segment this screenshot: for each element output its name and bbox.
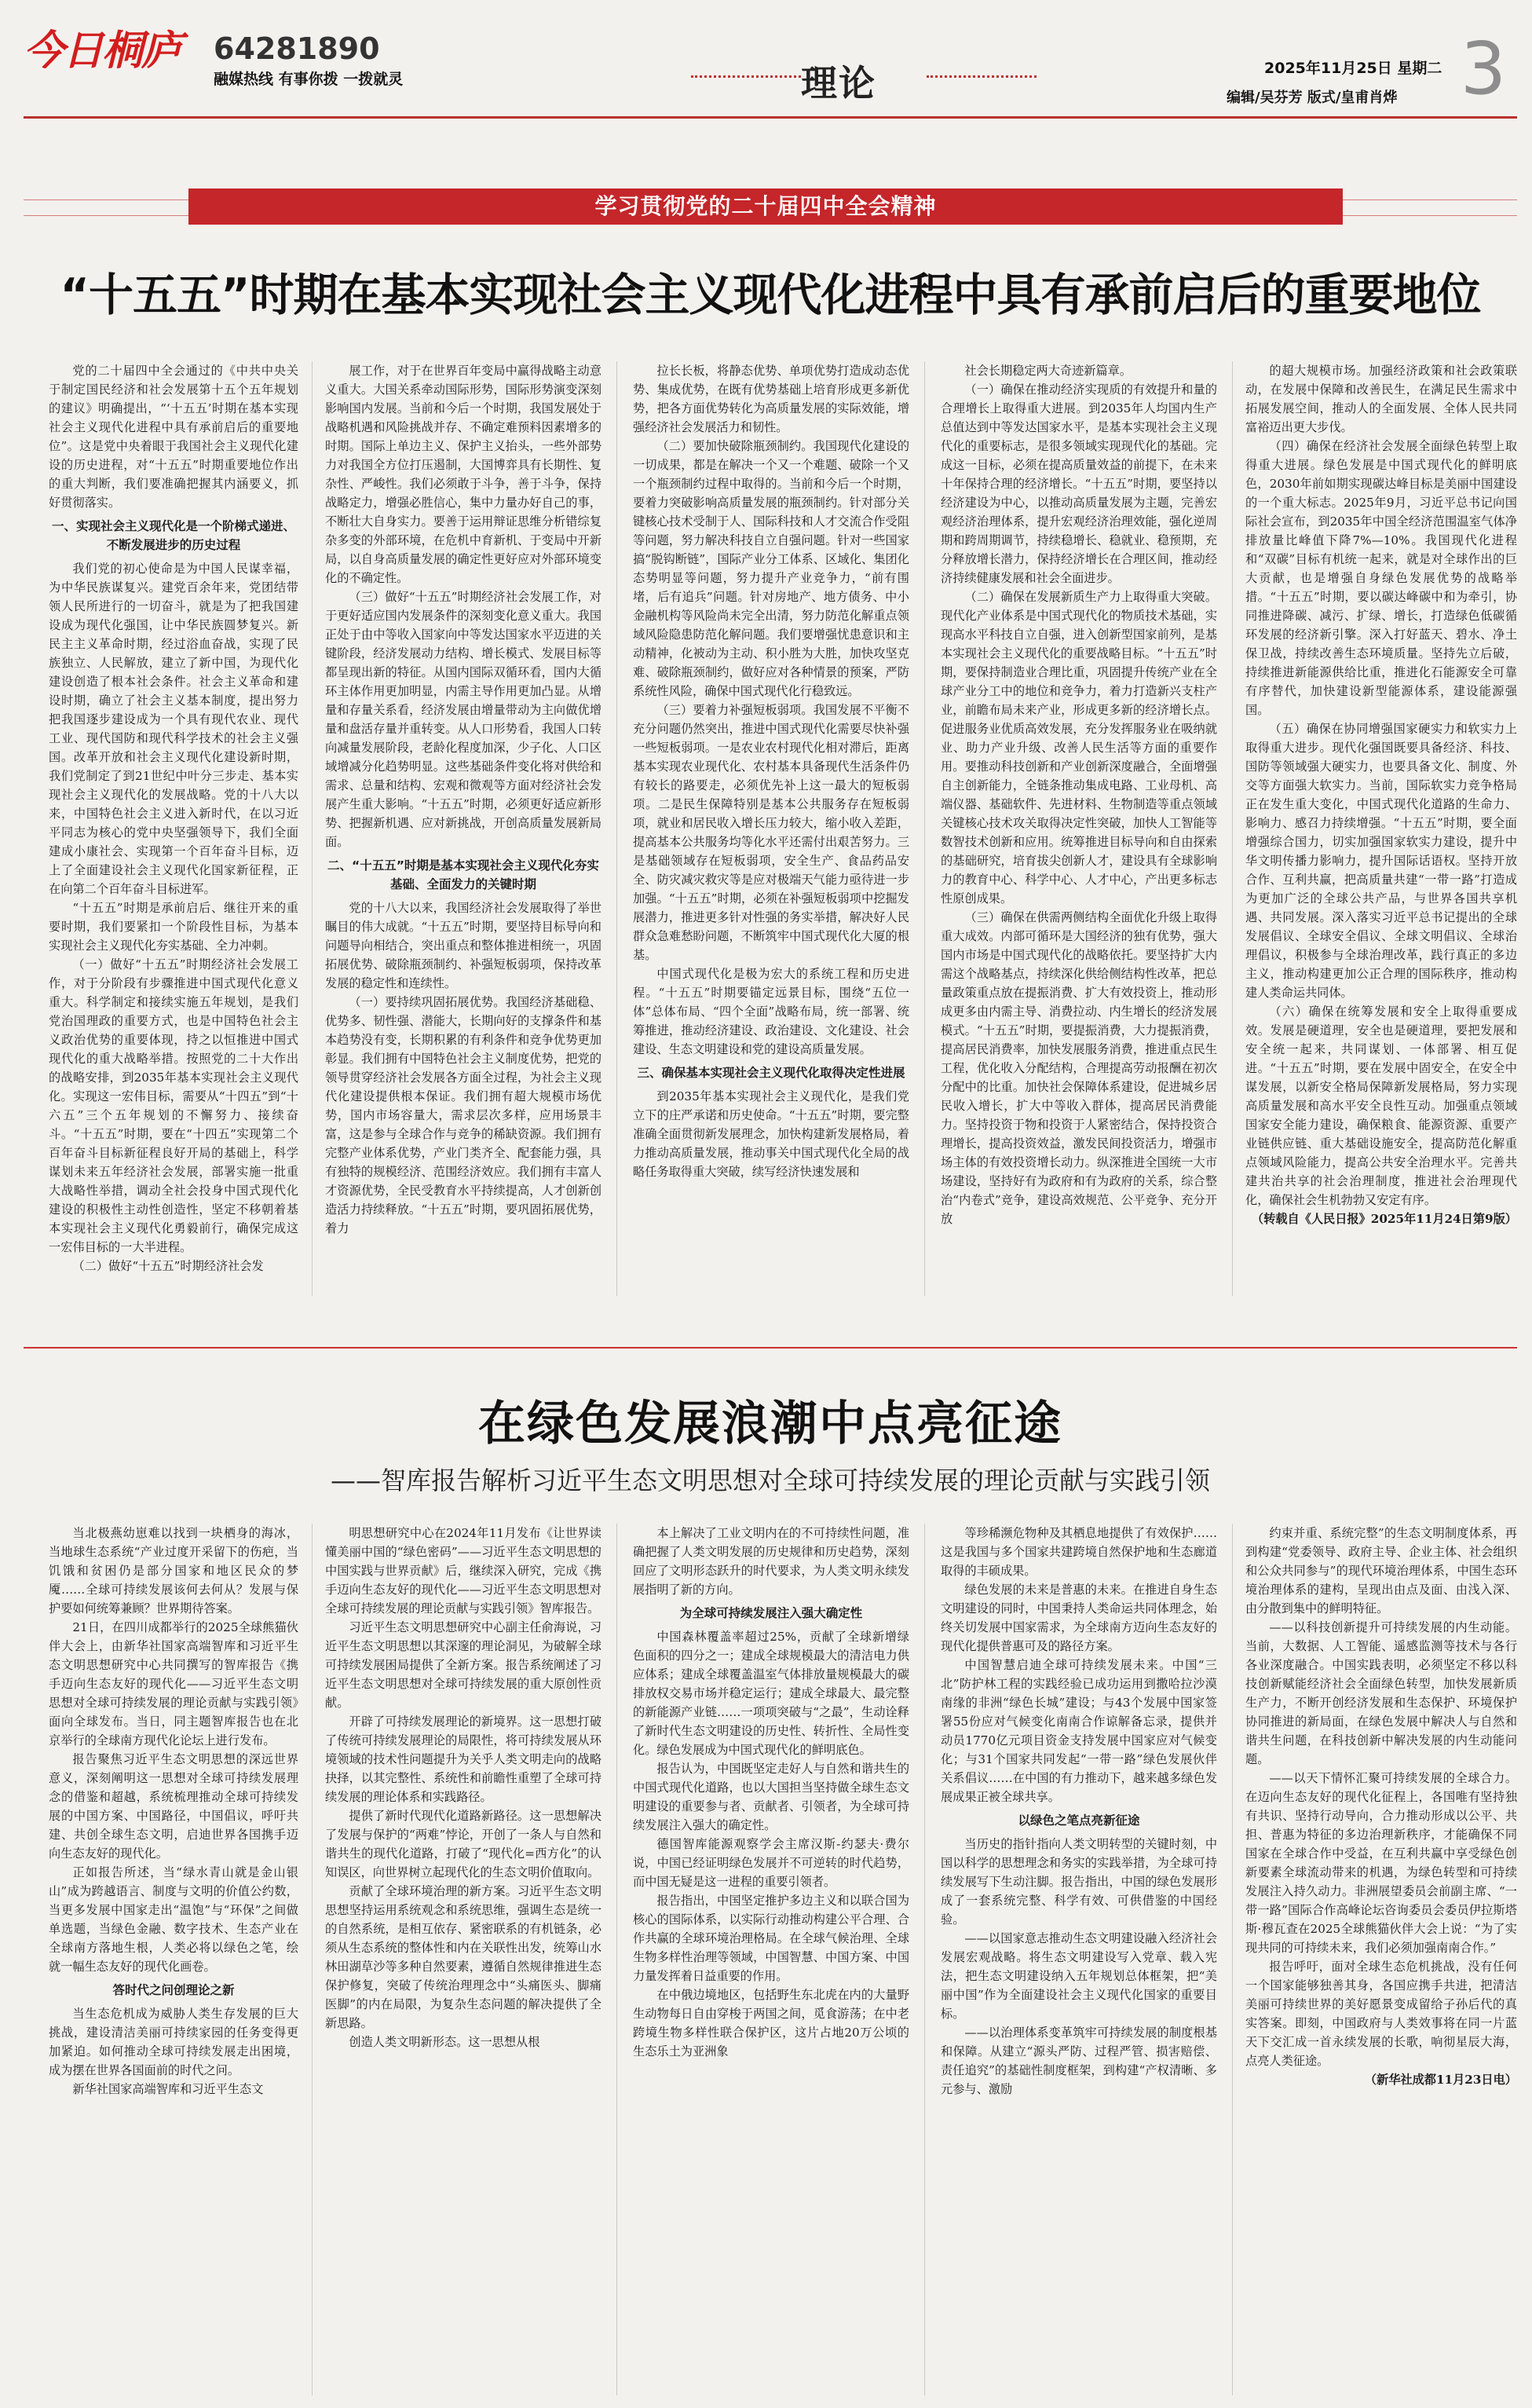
article2-column-2: [325, 1524, 601, 2395]
paragraph: （一）确保在推动经济实现质的有效提升和量的合理增长上取得重大进展。到2035年人均国内生产总值达到中等发达国家水平，是基本实现社会主义现代化的重要标志，是很多领域实现现代化的基础。完成这一目标，必须在提高质量效益的前提下，在未来十年保持合理的经济增长。“十五五”时期，要坚持以经济建设为中心，以推动高质量发展为主题，完善宏观经济治理体系，提升宏观经济治理效能，强化逆周期和跨周期调节，持续稳增长、稳就业、稳预期，充分释放增长潜力，保持经济增长在合理区间，推动经济持续健康发展和社会全面进步。: [941, 382, 1217, 585]
paragraph: 报告呼吁，面对全球生态危机挑战，没有任何一个国家能够独善其身，各国应携手共进，把清洁美丽可持续世界的美好愿景变成留给子孙后代的真实答案。即刻，中国政府与人类效事将在同一片蓝天下交汇成一首永续发展的长歌，响彻星辰大海，点亮人类征途。: [1245, 1960, 1517, 2068]
article1-column-4: [941, 361, 1217, 1296]
paragraph: 党的十八大以来，我国经济社会发展取得了举世瞩目的伟大成就。“十五五”时期，要坚持目标导向和问题导向相结合，突出重点和整体推进相统一，巩固拓展优势、破除瓶颈制约、补强短板弱项，保持改革发展的稳定性和连续性。: [325, 901, 601, 990]
article2-column-5: [1245, 1524, 1517, 2395]
section-heading: 二、“十五五”时期是基本实现社会主义现代化夯实基础、全面发力的关键时期: [327, 858, 599, 891]
article1-column-2: [325, 361, 601, 1296]
paragraph: 提供了新时代现代化道路新路径。这一思想解决了发展与保护的“两难”悖论，开创了一条人与自然和谐共生的现代化道路，打破了“现代化=西方化”的认知误区，向世界树立起现代化的生态文明价值取向。: [325, 1809, 601, 1879]
article2-column-1: [49, 1524, 298, 2395]
paragraph: 绿色发展的未来是普惠的未来。在推进自身生态文明建设的同时，中国秉持人类命运共同体理念，始终关切发展中国家需求，为全球南方迈向生态友好的现代化提供普惠可及的路径方案。: [941, 1583, 1217, 1653]
paragraph: ——以治理体系变革筑牢可持续发展的制度根基和保障。从建立“源头严防、过程严管、损害赔偿、责任追究”的基础性制度框架，到构建“产权清晰、多元参与、激励: [941, 2026, 1217, 2096]
article-separator: [24, 1347, 1517, 1349]
paragraph: 正如报告所述，当“绿水青山就是金山银山”成为跨越语言、制度与文明的价值公约数，当更多发展中国家走出“温饱”与“环保”之间做单选题，当绿色金融、数字技术、生态产业在全球南方落地生根，人类必将以绿色之笔，绘就一幅生态友好的现代化画卷。: [49, 1865, 298, 1974]
paragraph: （四）确保在经济社会发展全面绿色转型上取得重大进展。绿色发展是中国式现代化的鲜明底色，2030年前如期实现碳达峰目标是美丽中国建设的一个重大标志。2025年9月，习近平总书记向国际社会宣布，到2035年中国全经济范围温室气体净排放量比峰值下降7%—10%。我国现代化进程和“双碳”目标有机统一起来，就是对全球作出的巨大贡献，也是增强自身绿色发展优势的战略举措。“十五五”时期，要以碳达峰碳中和为牵引，协同推进降碳、减污、扩绿、增长，打造绿色低碳循环发展的经济新引擎。深入打好蓝天、碧水、净土保卫战，持续改善生态环境质量。坚持先立后破，持续推进新能源供给比重，推进化石能源安全可靠有序替代，加快建设新型能源体系，建设能源强国。: [1245, 439, 1517, 717]
paragraph: 当北极燕幼崽难以找到一块栖身的海冰，当地球生态系统“产业过度开采留下的伤疤，当饥饿和贫困仍是部分国家和地区民众的梦魇……全球可持续发展该何去何从？发展与保护要如何统筹兼顾？世界期待答案。: [49, 1526, 298, 1616]
issue-date: 2025年11月25日 星期二: [1264, 60, 1442, 77]
article2-column-4: [941, 1524, 1217, 2395]
paragraph: （一）做好“十五五”时期经济社会发展工作，对于分阶段有步骤推进中国式现代化意义重大。科学制定和接续实施五年规划，是我们党治国理政的重要方式，也是中国特色社会主义政治优势的重要体现，持之以恒推进中国式现代化的重大战略举措。按照党的二十大作出的战略安排，到2035年基本实现社会主义现代化。实现这一宏伟目标，需要从“十四五”到“十六五”三个五年规划的不懈努力、接续奋斗。“十五五”时期，要在“十四五”实现第二个百年奋斗目标新征程良好开局的基础上，科学谋划未来五年经济社会发展，部署实施一批重大战略性举措，调动全社会投身中国式现代化建设的积极性主动性创造性，坚定不移朝着基本实现社会主义现代化勇毅前行，确保完成这一宏伟目标的一大半进程。: [49, 957, 298, 1254]
paragraph: （二）确保在发展新质生产力上取得重大突破。现代化产业体系是中国式现代化的物质技术基础，实现高水平科技自立自强，进入创新型国家前列，是基本实现社会主义现代化的重要战略目标。“十五五”时期，要保持制造业合理比重，巩固提升传统产业在全球产业分工中的地位和竞争力，着力打造新兴支柱产业，前瞻布局未来产业，形成更多新的经济增长点。促进服务业优质高效发展，充分发挥服务业在吸纳就业、助力产业升级、改善人民生活等方面的重要作用。要推动科技创新和产业创新深度融合，全面增强自主创新能力，全链条推动集成电路、工业母机、高端仪器、基础软件、先进材料、生物制造等重点领域关键核心技术攻关取得决定性突破，加快人工智能等数智技术创新和应用。统筹推进目标导向和自由探索的基础研究，培育拔尖创新人才，建设具有全球影响力的教育中心、科学中心、人才中心，产出更多标志性原创成果。: [941, 590, 1217, 906]
paragraph: （二）做好“十五五”时期经济社会发: [72, 1259, 264, 1273]
paragraph: ——以科技创新提升可持续发展的内生动能。当前，大数据、人工智能、遥感监测等技术与各行各业深度融合。中国实践表明，必须坚定不移以科技创新赋能经济社会全面绿色转型，加快发展新质生产力，不断开创经济发展和生态保护、环境保护协同推进的新局面，在绿色发展中解决人与自然和谐共生问题，在科技创新中解决发展的内生动能问题。: [1245, 1620, 1517, 1766]
paragraph: 党的二十届四中全会通过的《中共中央关于制定国民经济和社会发展第十五个五年规划的建议》明确提出，“‘十五五’时期在基本实现社会主义现代化进程中具有承前启后的重要地位”。这是党中央着眼于我国社会主义现代化建设的历史进程，对“十五五”时期重要地位作出的重大判断，我们要准确把握其内涵要义，抓好贯彻落实。: [49, 364, 298, 510]
source-credit: （转载自《人民日报》2025年11月24日第9版）: [1251, 1212, 1517, 1226]
paragraph: 开辟了可持续发展理论的新境界。这一思想打破了传统可持续发展理论的局限性，将可持续发展从环境领域的技术性问题提升为关乎人类文明走向的战略抉择，以其完整性、系统性和前瞻性重塑了全球可持续发展的理论体系和实践路径。: [325, 1715, 601, 1804]
paragraph: 拉长长板，将静态优势、单项优势打造成动态优势、集成优势，在既有优势基础上培育形成更多新优势，把各方面优势转化为高质量发展的实际效能，增强经济社会发展活力和韧性。: [633, 364, 909, 434]
editor-credits: 编辑/吴芬芳 版式/皇甫肖烨: [1227, 90, 1398, 106]
paragraph: （三）做好“十五五”时期经济社会发展工作，对于更好适应国内发展条件的深刻变化意义重大。我国正处于由中等收入国家向中等发达国家水平迈进的关键阶段，经济发展动力结构、增长模式、发展目标等都呈现出新的特征。从国内国际双循环看，国内大循环主体作用更加明显，内需主导作用更加凸显。从增量和存量关系看，经济发展由增量带动为主向做优增量和盘活存量并重转变。从人口形势看，我国人口转向减量发展阶段，老龄化程度加深，少子化、人口区域增减分化趋势明显。这些基础条件变化将对供给和需求、总量和结构、宏观和微观等方面对经济社会发展产生重大影响。“十五五”时期，必须更好适应新形势、把握新机遇、应对新挑战，开创高质量发展新局面。: [325, 590, 601, 849]
paragraph: 21日，在四川成都举行的2025全球熊猫伙伴大会上，由新华社国家高端智库和习近平生态文明思想研究中心共同撰写的智库报告《携手迈向生态友好的现代化——习近平生态文明思想对全球可持续发展的理论贡献与实践引领》面向全球发布。当日，同主题智库报告也在北京举行的全球南方现代化论坛上进行发布。: [49, 1620, 298, 1747]
hotline-number: 64281890: [214, 31, 380, 66]
column-rule: [616, 361, 617, 1296]
article1-headline: “十五五”时期在基本实现社会主义现代化进程中具有承前启后的重要地位: [60, 269, 1481, 321]
section-heading: 三、确保基本实现社会主义现代化取得决定性进展: [637, 1066, 905, 1080]
paragraph: 约束并重、系统完整”的生态文明制度体系，再到构建“党委领导、政府主导、企业主体、社会组织和公众共同参与”的现代环境治理体系，中国生态环境治理体系的建构，呈现出由点及面、由浅入深、由分散到集中的鲜明特征。: [1245, 1526, 1517, 1616]
masthead-rule: [24, 116, 1517, 119]
paragraph: （二）要加快破除瓶颈制约。我国现代化建设的一切成果，都是在解决一个又一个难题、破除一个又一个瓶颈制约过程中取得的。当前和今后一个时期，要着力突破影响高质量发展的瓶颈制约。针对部分关键核心技术受制于人、国际科技和人才交流合作受阻等问题，努力解决科技自立自强问题。针对一些国家搞“脱钩断链”，国际产业分工体系、区域化、集团化态势明显等问题，努力提升产业竞争力，“前有围堵，后有追兵”问题。针对房地产、地方债务、中小金融机构等风险尚未完全出清，努力防范化解重点领域风险隐患防范化解问题。我们要增强忧患意识和主动精神，化被动为主动、积小胜为大胜，加快攻坚克难、破除瓶颈制约，做好应对各种情景的预案，严防系统性风险，确保中国式现代化行稳致远。: [633, 439, 909, 698]
column-rule: [312, 361, 313, 1296]
paragraph: ——以国家意志推动生态文明建设融入经济社会发展宏观战略。将生态文明建设写入党章、载入宪法，把生态文明建设纳入五年规划总体框架，把“美丽中国”作为全面建设社会主义现代化国家的重要目标。: [941, 1931, 1217, 2021]
paragraph: 的超大规模市场。加强经济政策和社会政策联动，在发展中保障和改善民生，在满足民生需求中拓展发展空间，推动人的全面发展、全体人民共同富裕迈出更大步伐。: [1245, 364, 1517, 434]
column-rule: [312, 1524, 313, 2395]
section-divider-right: [927, 75, 1037, 79]
paragraph: （五）确保在协同增强国家硬实力和软实力上取得重大进步。现代化强国既要具备经济、科技、国防等领域强大硬实力，也要具备文化、制度、外交等方面强大软实力。当前，国际软实力竞争格局正在发生重大变化，中国式现代化道路的生命力、影响力、感召力持续增强。“十五五”时期，要全面增强综合国力，切实加强国家软实力建设，提升中华文明传播力影响力，提升国际话语权。坚持开放合作、互利共赢，把高质量共建“一带一路”打造成为更加广泛的全球公共产品，与世界各国共享机遇、共同发展。深入落实习近平总书记提出的全球发展倡议、全球安全倡议、全球文明倡议、全球治理倡议，积极参与全球治理改革，践行真正的多边主义，推动构建更加公正合理的国际秩序，推动构建人类命运共同体。: [1245, 722, 1517, 1000]
article2-column-3: [633, 1524, 909, 2395]
article1-column-5: [1245, 361, 1517, 1296]
section-heading: 为全球可持续发展注入强大确定性: [679, 1606, 863, 1620]
paragraph: 贡献了全球环境治理的新方案。习近平生态文明思想坚持运用系统观念和系统思维，强调生态是统一的自然系统，是相互依存、紧密联系的有机链条，必须从生态系统的整体性和内在关联性出发，统筹山水林田湖草沙等多种自然要素，遵循自然规律推进生态保护修复，突破了传统治理理念中“头痛医头、脚痛医脚”的内在局限，为复杂生态问题的解决提供了全新思路。: [325, 1884, 601, 2030]
column-rule: [616, 1524, 617, 2395]
paragraph: 新华社国家高端智库和习近平生态文: [72, 2082, 264, 2096]
section-heading: 以绿色之笔点亮新征途: [1018, 1813, 1140, 1828]
paragraph: 我们党的初心使命是为中国人民谋幸福，为中华民族谋复兴。建党百余年来，党团结带领人民所进行的一切奋斗，就是为了把我国建设成为现代化强国，让中华民族圆梦复兴。新民主主义革命时期，经过浴血奋战，实现了民族独立、人民解放，建立了新中国，为现代化建设创造了根本社会条件。社会主义革命和建设时期，确立了社会主义基本制度，提出努力把我国逐步建设成为一个具有现代农业、现代工业、现代国防和现代科学技术的社会主义强国。改革开放和社会主义现代化建设新时期，我们党制定了到21世纪中叶分三步走、基本实现社会主义现代化的发展战略。党的十八大以来，中国特色社会主义进入新时代，在以习近平同志为核心的党中央坚强领导下，我们全面建成小康社会、实现第一个百年奋斗目标，迈上了全面建设社会主义现代化国家新征程，正在向第二个百年奋斗目标进军。: [49, 562, 298, 896]
section-title: 理论: [801, 62, 876, 104]
paragraph: “十五五”时期是承前启后、继往开来的重要时期，我们要紧扣一个阶段性目标，为基本实现社会主义现代化夯实基础、全力冲刺。: [49, 901, 298, 953]
paragraph: 本上解决了工业文明内在的不可持续性问题，准确把握了人类文明发展的历史规律和历史趋势，深刻回应了文明形态跃升的时代要求，为人类文明永续发展指明了新的方向。: [633, 1526, 909, 1597]
article2-headline: 在绿色发展浪潮中点亮征途: [478, 1396, 1062, 1451]
paragraph: （三）要着力补强短板弱项。我国发展不平衡不充分问题仍然突出，推进中国式现代化需要尽快补强一些短板弱项。一是农业农村现代化相对滞后，距离基本实现农业现代化、农村基本具备现代生活条件仍有较长的路要走，必须优先补上这一最大的短板弱项。二是民生保障特别是基本公共服务存在短板弱项，就业和居民收入增长压力较大，缩小收入差距，提高基本公共服务均等化水平还需付出艰苦努力。三是基础领域存在短板弱项，安全生产、食品药品安全、防灾减灾救灾等是应对极端天气能力亟待进一步加强。“十五五”时期，必须在补强短板弱项中挖掘发展潜力，推进更多针对性强的务实举措，解决好人民群众急难愁盼问题，不断筑牢中国式现代化大厦的根基。: [633, 703, 909, 962]
paragraph: 中国智慧启迪全球可持续发展未来。中国“三北”防护林工程的实践经验已成功运用到撒哈拉沙漠南缘的非洲“绿色长城”建设；与43个发展中国家签署55份应对气候变化南南合作谅解备忘录，提供并动员1770亿元项目资金支持发展中国家应对气候变化；与31个国家共同发起“一带一路”绿色发展伙伴关系倡议……在中国的有力推动下，越来越多绿色发展成果正被全球共享。: [941, 1658, 1217, 1804]
paragraph: 明思想研究中心在2024年11月发布《让世界读懂美丽中国的“绿色密码”——习近平生态文明思想的中国实践与世界贡献》后，继续深入研究，完成《携手迈向生态友好的现代化——习近平生态文明思想对全球可持续发展的理论贡献与实践引领》智库报告。: [325, 1526, 601, 1616]
column-banner: 学习贯彻党的二十届四中全会精神: [188, 188, 1343, 225]
paragraph: （一）要持续巩固拓展优势。我国经济基础稳、优势多、韧性强、潜能大，长期向好的支撑条件和基本趋势没有变，长期积累的有利条件和竞争优势更加彰显。我们拥有中国特色社会主义制度优势，把党的领导贯穿经济社会发展各方面全过程，为社会主义现代化建设提供根本保证。我们拥有超大规模市场优势，国内市场容量大，需求层次多样，应用场景丰富，这是参与全球合作与竞争的稀缺资源。我们拥有完整产业体系优势，产业门类齐全、配套能力强，具有独特的规模经济、范围经济效应。我们拥有丰富人才资源优势，全民受教育水平持续提高，人才创新创造活力持续释放。“十五五”时期，要巩固拓展优势，着力: [325, 995, 601, 1235]
paragraph: 报告认为，中国既坚定走好人与自然和谐共生的中国式现代化道路，也以大国担当坚持做全球生态文明建设的重要参与者、贡献者、引领者，为全球可持续发展注入强大的确定性。: [633, 1762, 909, 1832]
paragraph: （六）确保在统筹发展和安全上取得重要成效。发展是硬道理，安全也是硬道理，要把发展和安全统一起来，共同谋划、一体部署、相互促进。“十五五”时期，要在发展中固安全，在安全中谋发展，以新安全格局保障新发展格局，努力实现高质量发展和高水平安全良性互动。加强重点领域国家安全能力建设，确保粮食、能源资源、重要产业链供应链、重大基础设施安全，提高防范化解重点领域风险能力，提高公共安全治理水平。完善共建共治共享的社会治理制度，推进社会治理现代化，确保社会生机勃勃又安定有序。: [1245, 1005, 1517, 1207]
paragraph: （三）确保在供需两侧结构全面优化升级上取得重大成效。内部可循环是大国经济的独有优势，强大国内市场是中国式现代化的战略依托。要坚持扩大内需这个战略基点，持续深化供给侧结构性改革，把总量政策重点放在提振消费、扩大有效投资上，推动形成更多由内需主导、消费拉动、内生增长的经济发展模式。“十五五”时期，要提振消费，大力提振消费，提高居民消费率，加快发展服务消费，推进重点民生工程，优化收入分配结构，合理提高劳动报酬在初次分配中的比重。加快社会保障体系建设，促进城乡居民收入增长，扩大中等收入群体，提高居民消费能力。坚持投资于物和投资于人紧密结合，保持投资合理增长，提高投资效益，激发民间投资活力，增强市场主体的有效投资增长动力。纵深推进全国统一大市场建设，坚持好有为政府和有为政府的关系，综合整治“内卷式”竞争，建设高效规范、公平竞争、充分开放: [941, 910, 1217, 1226]
paragraph: 习近平生态文明思想研究中心副主任俞海说，习近平生态文明思想以其深邃的理论洞见，为破解全球可持续发展困局提供了全新方案。报告系统阐述了习近平生态文明思想对全球可持续发展的重大原创性贡献。: [325, 1620, 601, 1710]
column-rule: [924, 1524, 925, 2395]
paragraph: 报告聚焦习近平生态文明思想的深远世界意义，深刻阐明这一思想对全球可持续发展理念的借鉴和超越，系统梳理推动全球可持续发展的中国方案、中国路径，中国倡议，呼吁共建、共创全球生态文明，启迪世界各国携手迈向生态友好的现代化。: [49, 1752, 298, 1861]
paragraph: 中国式现代化是极为宏大的系统工程和历史进程。“十五五”时期要锚定远景目标，围绕“五位一体”总体布局、“四个全面”战略布局，统一部署、统筹推进，推动经济建设、政治建设、文化建设、社会建设、生态文明建设和党的建设高质量发展。: [633, 967, 909, 1056]
paragraph: 展工作，对于在世界百年变局中赢得战略主动意义重大。大国关系牵动国际形势，国际形势演变深刻影响国内发展。当前和今后一个时期，我国发展处于战略机遇和风险挑战并存、不确定难预料因素增多的时期。国际上单边主义、保护主义抬头，一些外部势力对我国全方位打压遏制，大国博弈具有长期性、复杂性、严峻性。我们必须敢于斗争，善于斗争，保持战略定力，增强必胜信心，集中力量办好自己的事，不断壮大自身实力。要善于运用辩证思维分析错综复杂多变的外部环境，在危机中育新机、于变局中开新局，以自身高质量发展的确定性更好应对外部环境变化的不确定性。: [325, 364, 601, 585]
paragraph: 创造人类文明新形态。这一思想从根: [349, 2035, 540, 2049]
page-number: 3: [1460, 27, 1507, 111]
paragraph: 在中俄边境地区，包括野生东北虎在内的大量野生动物每日自由穿梭于两国之间，觅食游荡；在中老跨境生物多样性联合保护区，这片占地20万公顷的生态乐土为亚洲象: [633, 1988, 909, 2059]
section-heading: 一、实现社会主义现代化是一个阶梯式递进、不断发展进步的历史过程: [51, 519, 295, 552]
section-heading: 答时代之问创理论之新: [112, 1983, 235, 1997]
paragraph: 当历史的指针指向人类文明转型的关键时刻，中国以科学的思想理念和务实的实践举措，为全球可持续发展写下生动注脚。报告指出，中国的绿色发展形成了一套系统完整、科学有效、可供借鉴的中国经验。: [941, 1837, 1217, 1927]
source-credit: （新华社成都11月23日电）: [1364, 2073, 1517, 2087]
paragraph: 报告指出，中国坚定推护多边主义和以联合国为核心的国际体系，以实际行动推动构建公平合理、合作共赢的全球环境治理格局。在全球气候治理、全球生物多样性治理等领域，中国智慧、中国方案、中国力量发挥着日益重要的作用。: [633, 1894, 909, 1983]
paragraph: 社会长期稳定两大奇迹新篇章。: [964, 364, 1132, 378]
section-divider-left: [691, 75, 801, 79]
column-rule: [924, 361, 925, 1296]
article2-subheadline: ——智库报告解析习近平生态文明思想对全球可持续发展的理论贡献与实践引领: [330, 1466, 1210, 1495]
paragraph: 当生态危机成为威胁人类生存发展的巨大挑战，建设清洁美丽可持续家园的任务变得更加紧迫。如何推动全球可持续发展走出困境，成为摆在世界各国面前的时代之问。: [49, 2007, 298, 2077]
newspaper-logo: 今日桐庐: [24, 27, 181, 75]
hotline-slogan: 融媒热线 有事你拨 一拨就灵: [214, 71, 404, 88]
article1-column-3: [633, 361, 909, 1296]
paragraph: 德国智库能源观察学会主席汉斯-约瑟夫·费尔说，中国已经证明绿色发展并不可逆转的时代趋势，而中国无疑是这一进程的重要引领者。: [633, 1837, 909, 1889]
paragraph: 中国森林覆盖率超过25%，贡献了全球新增绿色面积的四分之一；建成全球规模最大的清洁电力供应体系；建成全球覆盖温室气体排放量规模最大的碳排放权交易市场并稳定运行；建成全球最大、最完整的新能源产业链……一项项突破与“之最”，生动诠释了新时代生态文明建设的历史性、转折性、全局性变化。绿色发展成为中国式现代化的鲜明底色。: [633, 1630, 909, 1757]
paragraph: 到2035年基本实现社会主义现代化，是我们党立下的庄严承诺和历史使命。“十五五”时期，要完整准确全面贯彻新发展理念，加快构建新发展格局，着力推动高质量发展，推动事关中国式现代化全局的战略任务取得重大突破，续写经济快速发展和: [633, 1089, 909, 1179]
column-rule: [1232, 361, 1233, 1296]
paragraph: ——以天下情怀汇聚可持续发展的全球合力。在迈向生态友好的现代化征程上，各国唯有坚持独有共识、坚持行动导向，合力推动形成以公平、共担、普惠为特征的多边治理新秩序，才能确保不同国家在全球合作中受益，在互利共赢中享受绿色创新要素全球流动带来的机遇，为绿色转型和可持续发展注入持久动力。非洲展望委员会前副主席、“一带一路”国际合作高峰论坛咨询委员会委员伊拉斯塔斯·穆瓦查在2025全球熊猫伙伴大会上说：“为了实现共同的可持续未来，我们必须加强南南合作。”: [1245, 1771, 1517, 1955]
column-rule: [1232, 1524, 1233, 2395]
paragraph: 等珍稀濒危物种及其栖息地提供了有效保护……这是我国与多个国家共建跨境自然保护地和生态廊道取得的丰硕成果。: [941, 1526, 1217, 1578]
article1-column-1: [49, 361, 298, 1296]
